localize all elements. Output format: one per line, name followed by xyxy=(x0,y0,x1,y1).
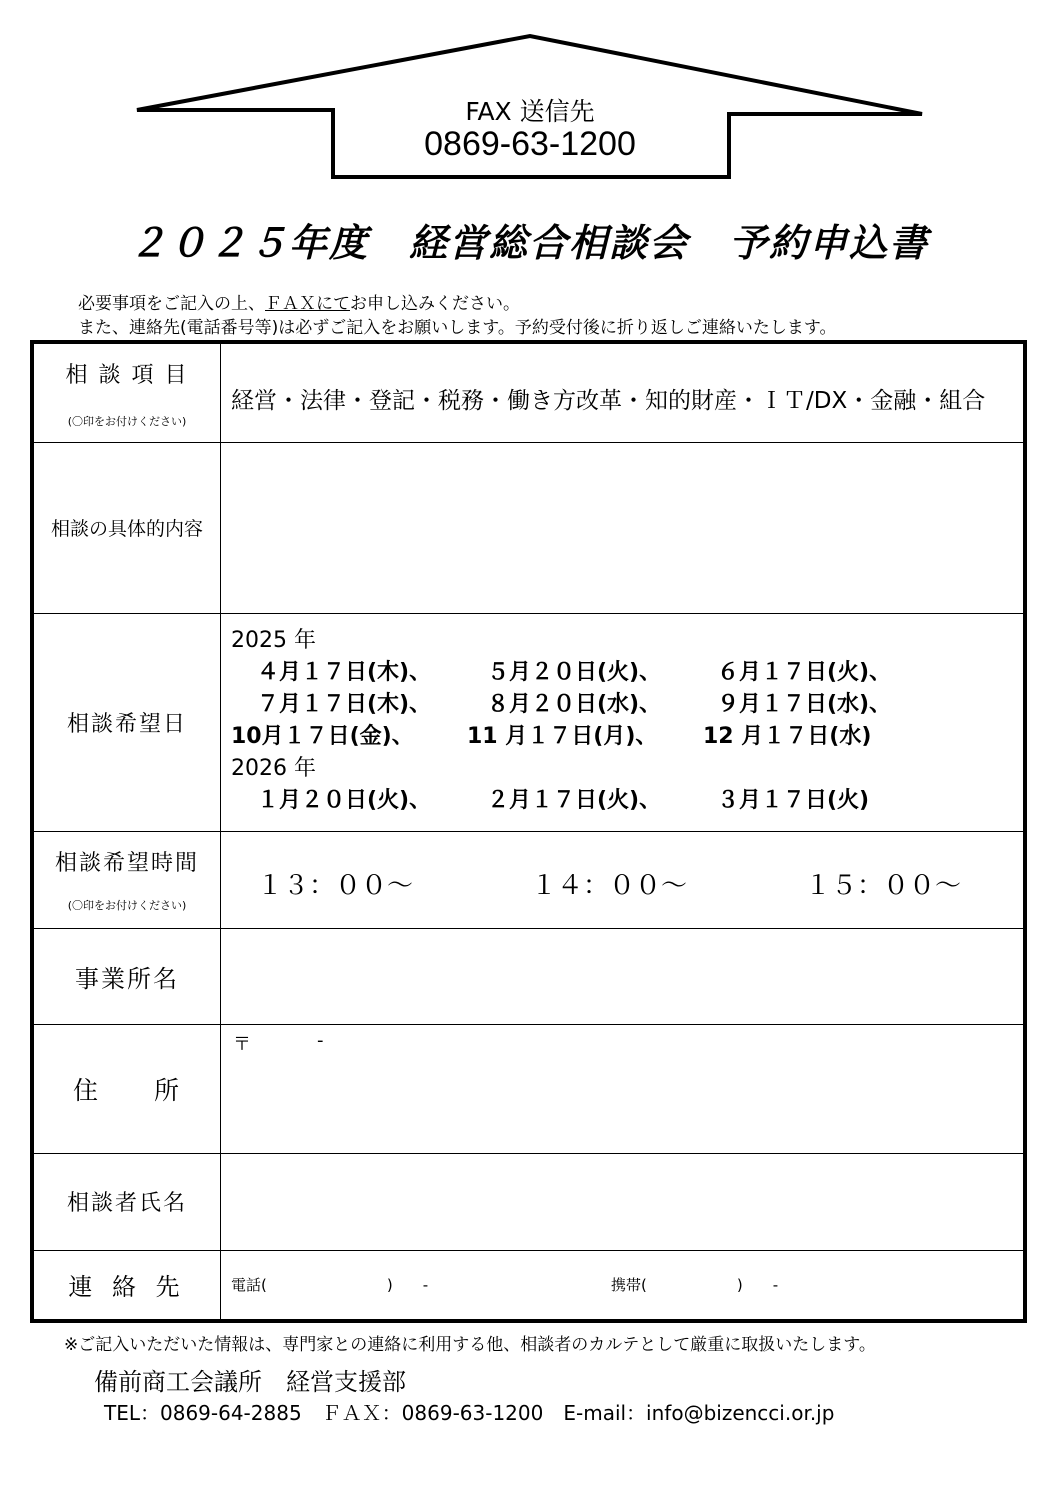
consultant-name-field[interactable] xyxy=(221,1153,1023,1250)
row-content xyxy=(34,442,1023,614)
date-option[interactable]: ３月１７日(火) xyxy=(717,788,870,813)
fax-number: 0869-63-1200 xyxy=(424,125,636,163)
intro-fax-underlined: ＦＡＸにて xyxy=(265,294,350,314)
organization-name: 備前商工会議所 経営支援部 xyxy=(94,1368,406,1396)
date-option[interactable]: ４月１７日(木)、 xyxy=(257,660,432,685)
time-option-15[interactable]: １５：００～ xyxy=(805,871,962,901)
content-field[interactable] xyxy=(221,442,1023,613)
contact-label-cell xyxy=(34,1250,221,1319)
fax-label: FAX 送信先 xyxy=(465,97,595,126)
row-name xyxy=(34,1153,1023,1251)
date-row-3 xyxy=(231,721,947,753)
year-2026: 2026 年 xyxy=(231,756,316,781)
times-field xyxy=(221,831,1023,928)
date-option[interactable]: ６月１７日(火)、 xyxy=(717,660,892,685)
categories-label-cell xyxy=(34,344,221,442)
date-option[interactable]: １月２０日(火)、 xyxy=(257,788,432,813)
row-dates xyxy=(34,613,1023,832)
date-option[interactable]: 12 月１７日(水) xyxy=(703,724,872,749)
mobile-field[interactable]: 携帯( ) - xyxy=(611,1276,779,1294)
row-business xyxy=(34,928,1023,1025)
date-row-4 xyxy=(231,785,947,817)
year-2025: 2025 年 xyxy=(231,628,316,653)
row-categories xyxy=(34,344,1023,443)
address-label-cell xyxy=(34,1024,221,1153)
date-option[interactable]: ５月２０日(火)、 xyxy=(487,660,662,685)
intro-line-1: 必要事項をご記入の上、ＦＡＸにてお申し込みください。 xyxy=(78,294,520,314)
name-label: 相談者氏名 xyxy=(66,1191,187,1216)
date-row-2 xyxy=(231,689,947,721)
date-option[interactable]: 10月１７日(金)、 xyxy=(231,724,414,749)
postal-mark: 〒 xyxy=(233,1034,251,1055)
categories-sub-label: (〇印をお付けください) xyxy=(67,414,187,428)
contact-field[interactable] xyxy=(221,1250,1023,1319)
dates-list xyxy=(231,625,947,817)
date-row-1 xyxy=(231,657,947,689)
page-title: ２０２５年度 経営総合相談会 予約申込書 xyxy=(128,221,929,265)
times-label-cell xyxy=(34,831,221,928)
dates-label-cell xyxy=(34,613,221,831)
date-option[interactable]: ２月１７日(火)、 xyxy=(487,788,662,813)
privacy-note: ※ご記入いただいた情報は、専門家との連絡に利用する他、相談者のカルテとして厳重に取扱いたします。 xyxy=(64,1335,876,1355)
dates-label: 相談希望日 xyxy=(66,711,187,737)
row-contact xyxy=(34,1250,1023,1319)
contact-label: 連 絡 先 xyxy=(68,1273,186,1301)
row-address xyxy=(34,1024,1023,1154)
row-times xyxy=(34,831,1023,929)
business-label: 事業所名 xyxy=(75,964,179,993)
categories-label: 相 談 項 目 xyxy=(65,362,189,388)
content-label: 相談の具体的内容 xyxy=(50,518,203,540)
time-option-13[interactable]: １３：００～ xyxy=(257,871,414,901)
intro-line-2: また、連絡先(電話番号等)は必ずご記入をお願いします。予約受付後に折り返しご連絡いたします。 xyxy=(78,318,837,338)
time-option-14[interactable]: １４：００～ xyxy=(531,871,688,901)
date-option[interactable]: 11 月１７日(月)、 xyxy=(467,724,658,749)
times-sub-label: (〇印をお付けください) xyxy=(67,899,187,912)
times-label: 相談希望時間 xyxy=(54,851,199,876)
dates-field[interactable] xyxy=(221,613,1023,831)
phone-field[interactable]: 電話( ) - xyxy=(231,1276,429,1294)
date-option[interactable]: ８月２０日(水)、 xyxy=(487,692,662,717)
application-form xyxy=(30,340,1027,1323)
name-label-cell xyxy=(34,1153,221,1250)
date-option[interactable]: ９月１７日(水)、 xyxy=(717,692,892,717)
address-label: 住 所 xyxy=(72,1075,181,1105)
postal-dash: - xyxy=(317,1030,324,1051)
content-label-cell xyxy=(34,442,221,613)
business-name-field[interactable] xyxy=(221,928,1023,1024)
date-option[interactable]: ７月１７日(木)、 xyxy=(257,692,432,717)
address-field[interactable] xyxy=(221,1024,1023,1153)
business-label-cell xyxy=(34,928,221,1024)
categories-options[interactable]: 経営・法律・登記・税務・働き方改革・知的財産・ＩＴ/DX・金融・組合 xyxy=(231,388,986,414)
categories-field[interactable] xyxy=(221,344,1023,442)
contact-info: TEL：0869-64-2885 ＦＡＸ：0869-63-1200 E-mail：info@bizencci.or.jp xyxy=(104,1401,835,1425)
